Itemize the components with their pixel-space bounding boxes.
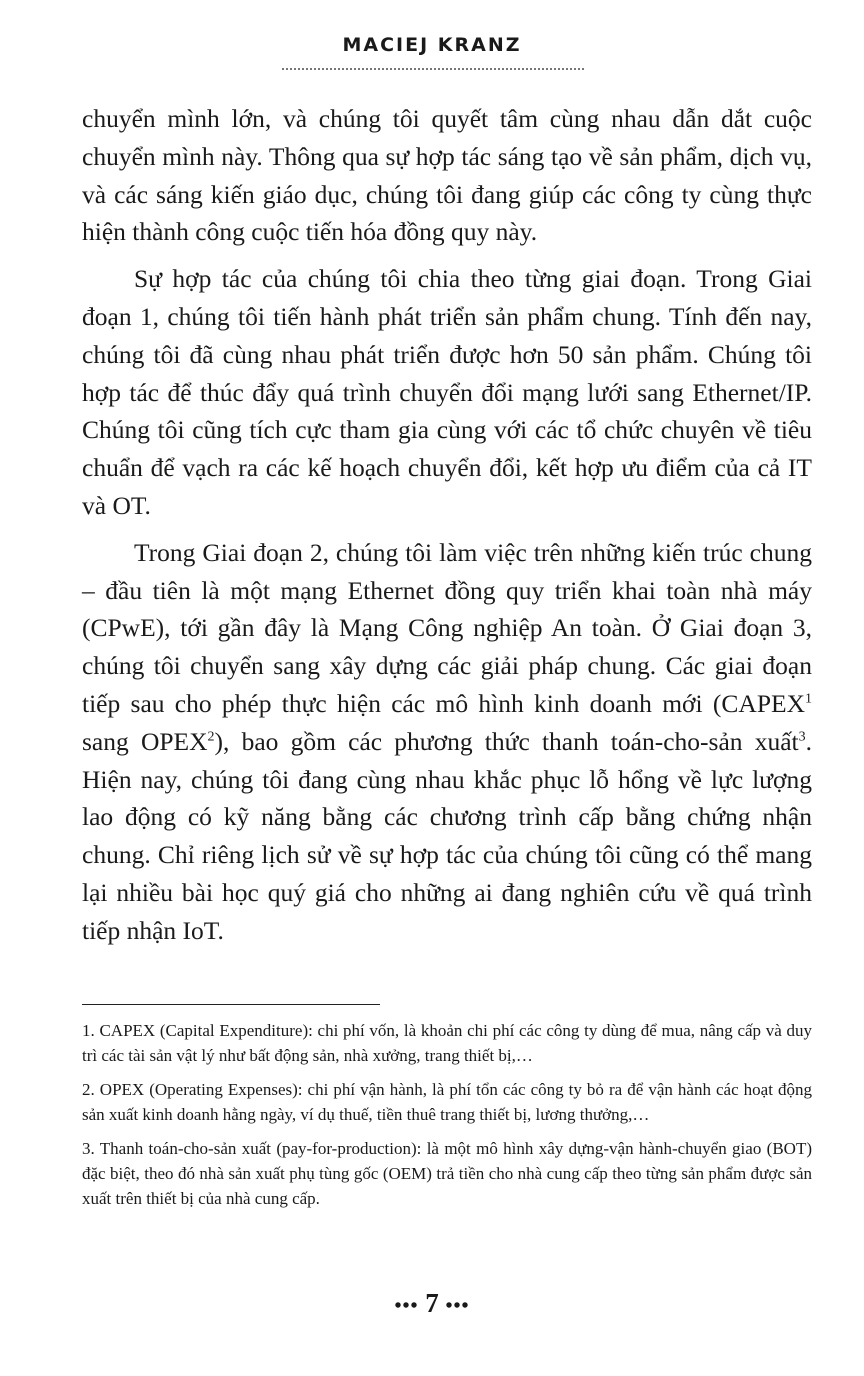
paragraph-3-part-2: sang OPEX (82, 726, 208, 756)
main-text (82, 100, 812, 959)
footnotes (82, 1018, 812, 1220)
paragraph-3 (82, 534, 812, 950)
footnote-1: 1. CAPEX (Capital Expenditure): chi phí vốn, là khoản chi phí các công ty dùng để mua, nâng cấp và duy trì các tài sản vật lý như bất động sản, nhà xưởng, trang thiết bị,… (82, 1021, 812, 1065)
paragraph-3-part-4: . Hiện nay, chúng tôi đang cùng nhau khắc phục lỗ hổng về lực lượng lao động có kỹ năng bằng các chương trình cấp bằng chứng nhận chung. Chỉ riêng lịch sử về sự hợp tác của chúng tôi cũng có thể mang lại nhiều bài học quý giá cho những ai đang nghiên cứu về quá trình tiếp nhận IoT. (82, 726, 812, 945)
paragraph-3-part-3: ), bao gồm các phương thức thanh toán-cho-sản xuất (214, 726, 799, 756)
folio-right-ornament: ••• (445, 1295, 470, 1317)
paragraph-3-part-1: Trong Giai đoạn 2, chúng tôi làm việc trên những kiến trúc chung – đầu tiên là một mạng Ethernet đồng quy triển khai toàn nhà máy (CPwE), tới gần đây là Mạng Công nghiệp An toàn. Ở Giai đoạn 3, chúng tôi chuyển sang xây dựng các giải pháp chung. Các giai đoạn tiếp sau cho phép thực hiện các mô hình kinh doanh mới (CAPEX (82, 537, 812, 718)
folio-left-ornament: ••• (394, 1295, 419, 1317)
footnote-separator (82, 1004, 380, 1005)
header-dotted-rule (282, 68, 584, 70)
footnote-2: 2. OPEX (Operating Expenses): chi phí vận hành, là phí tổn các công ty bỏ ra để vận hành các hoạt động sản xuất kinh doanh hằng ngày, ví dụ thuế, tiền thuê trang thiết bị, lương thưởng,… (82, 1080, 812, 1124)
page-number: 7 (425, 1288, 439, 1318)
footnote-ref-1[interactable]: 1 (805, 691, 812, 707)
paragraph-2: Sự hợp tác của chúng tôi chia theo từng giai đoạn. Trong Giai đoạn 1, chúng tôi tiến hành phát triển sản phẩm chung. Tính đến nay, chúng tôi đã cùng nhau phát triển được hơn 50 sản phẩm. Chúng tôi hợp tác để thúc đẩy quá trình chuyển đổi mạng lưới sang Ethernet/IP. Chúng tôi cũng tích cực tham gia cùng với các tổ chức chuyên về tiêu chuẩn để vạch ra các kế hoạch chuyển đổi, kết hợp ưu điểm của cả IT và OT. (82, 264, 812, 520)
footnote-ref-2[interactable]: 2 (207, 729, 215, 745)
page-number-footer (0, 1288, 864, 1319)
footnote-ref-3[interactable]: 3 (798, 729, 806, 745)
paragraph-1: chuyển mình lớn, và chúng tôi quyết tâm cùng nhau dẫn dắt cuộc chuyển mình này. Thông qua sự hợp tác sáng tạo về sản phẩm, dịch vụ, và các sáng kiến giáo dục, chúng tôi đang giúp các công ty cùng thực hiện thành công cuộc tiến hóa đồng quy này. (82, 104, 812, 247)
footnote-3: 3. Thanh toán-cho-sản xuất (pay-for-production): là một mô hình xây dựng-vận hành-chuyển giao (BOT) đặc biệt, theo đó nhà sản xuất phụ tùng gốc (OEM) trả tiền cho nhà cung cấp theo từng sản phẩm được sản xuất trên thiết bị của nhà cung cấp. (82, 1139, 812, 1208)
running-head-author: MACIEJ KRANZ (342, 34, 522, 56)
